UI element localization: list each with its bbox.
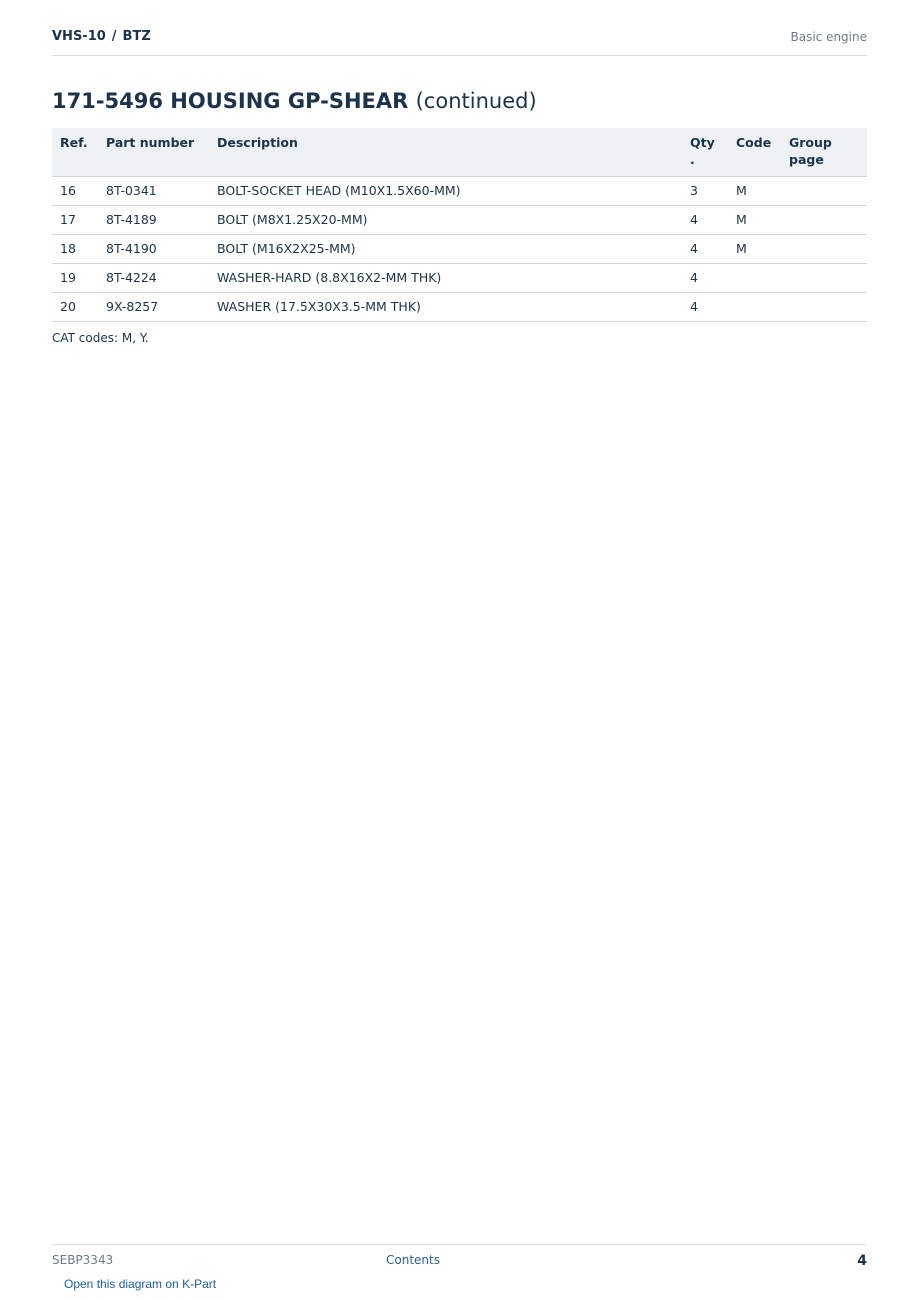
- breadcrumb-variant: BTZ: [122, 29, 151, 44]
- cell-group-page: [781, 177, 867, 206]
- cell-description: WASHER (17.5X30X3.5-MM THK): [209, 293, 682, 322]
- cell-description: WASHER-HARD (8.8X16X2-MM THK): [209, 264, 682, 293]
- cell-ref: 18: [52, 235, 98, 264]
- cell-qty: 4: [682, 264, 728, 293]
- breadcrumb-model: VHS-10: [52, 29, 106, 44]
- qty-header-line2: .: [690, 152, 695, 167]
- group-header-line1: Group: [789, 135, 832, 150]
- column-header-code: Code: [728, 128, 781, 177]
- cell-group-page: [781, 293, 867, 322]
- cell-part-number: 8T-0341: [98, 177, 209, 206]
- column-header-qty: [682, 128, 728, 177]
- open-kpart-link[interactable]: Open this diagram on K-Part: [64, 1277, 217, 1291]
- group-header-line2: page: [789, 152, 824, 167]
- cell-group-page: [781, 206, 867, 235]
- contents-link[interactable]: Contents: [386, 1253, 440, 1267]
- page-title: [52, 89, 537, 113]
- breadcrumb-separator: /: [111, 29, 117, 44]
- page-number: 4: [857, 1253, 867, 1269]
- cell-code: [728, 264, 781, 293]
- column-header-ref: Ref.: [52, 128, 98, 177]
- cell-group-page: [781, 264, 867, 293]
- breadcrumb: [52, 29, 151, 44]
- cell-ref: 19: [52, 264, 98, 293]
- cell-group-page: [781, 235, 867, 264]
- cell-qty: 4: [682, 293, 728, 322]
- cell-description: BOLT-SOCKET HEAD (M10X1.5X60-MM): [209, 177, 682, 206]
- table-row: [52, 235, 867, 264]
- part-group-title: 171-5496 HOUSING GP-SHEAR: [52, 89, 409, 113]
- cell-ref: 17: [52, 206, 98, 235]
- column-header-group-page: [781, 128, 867, 177]
- cat-codes-note: CAT codes: M, Y.: [52, 331, 149, 345]
- cell-qty: 4: [682, 206, 728, 235]
- document-code: SEBP3343: [52, 1253, 114, 1267]
- cell-part-number: 8T-4189: [98, 206, 209, 235]
- table-row: [52, 177, 867, 206]
- column-header-part-number: Part number: [98, 128, 209, 177]
- cell-code: M: [728, 177, 781, 206]
- cell-ref: 16: [52, 177, 98, 206]
- table-row: [52, 264, 867, 293]
- cell-description: BOLT (M16X2X25-MM): [209, 235, 682, 264]
- page-header: [52, 28, 867, 56]
- cell-part-number: 8T-4190: [98, 235, 209, 264]
- table-row: [52, 293, 867, 322]
- cell-qty: 3: [682, 177, 728, 206]
- footer-divider: [52, 1244, 867, 1245]
- column-header-description: Description: [209, 128, 682, 177]
- cell-part-number: 9X-8257: [98, 293, 209, 322]
- cell-qty: 4: [682, 235, 728, 264]
- qty-header-line1: Qty: [690, 135, 715, 150]
- parts-table: [52, 128, 867, 322]
- cell-part-number: 8T-4224: [98, 264, 209, 293]
- cell-code: M: [728, 235, 781, 264]
- table-header-row: [52, 128, 867, 177]
- cell-description: BOLT (M8X1.25X20-MM): [209, 206, 682, 235]
- section-label: Basic engine: [790, 30, 867, 44]
- table-row: [52, 206, 867, 235]
- cell-code: M: [728, 206, 781, 235]
- title-suffix: (continued): [415, 89, 537, 113]
- cell-code: [728, 293, 781, 322]
- cell-ref: 20: [52, 293, 98, 322]
